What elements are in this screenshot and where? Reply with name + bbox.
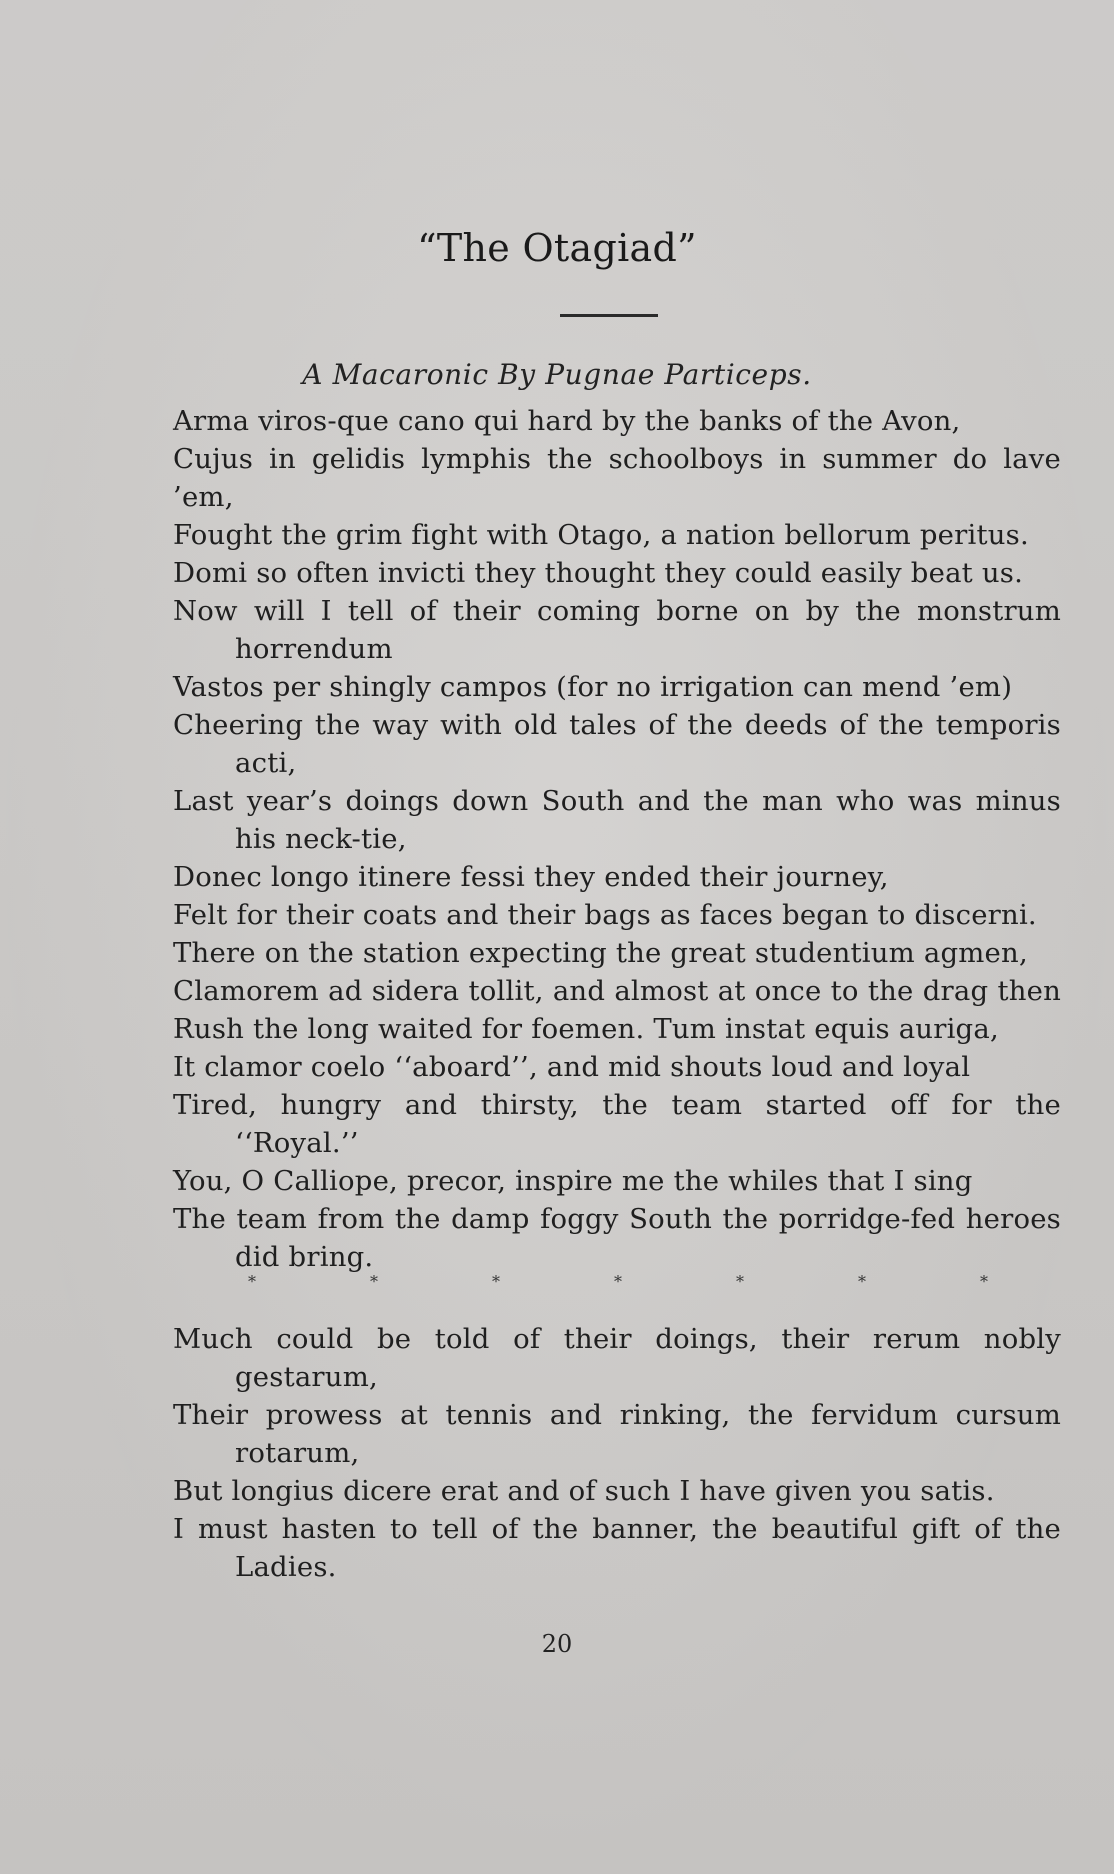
poem-line: There on the station expecting the great studentium agmen,	[173, 937, 1028, 969]
poem-line: But longius dicere erat and of such I have given you satis.	[173, 1475, 995, 1507]
poem-stanza-1	[173, 402, 1061, 1276]
poem-line-continuation: did bring.	[235, 1241, 374, 1273]
poem-line-continuation: acti,	[235, 747, 297, 779]
poem-line-continuation: rotarum,	[235, 1437, 360, 1469]
poem-line-continuation: ‘‘Royal.’’	[235, 1127, 359, 1159]
separator-asterisk: *	[614, 1272, 622, 1291]
poem-line: Arma viros-que cano qui hard by the banks of the Avon,	[173, 405, 961, 437]
separator-asterisk: *	[492, 1272, 500, 1291]
section-separator	[248, 1272, 988, 1291]
poem-line: Clamorem ad sidera tollit, and almost at once to the drag then	[173, 975, 1061, 1007]
poem-line: Their prowess at tennis and rinking, the fervidum cursum	[173, 1399, 1061, 1431]
poem-line: Tired, hungry and thirsty, the team started off for the	[173, 1089, 1061, 1121]
poem-line-continuation: gestarum,	[235, 1361, 378, 1393]
poem-line: Rush the long waited for foemen. Tum instat equis auriga,	[173, 1013, 999, 1045]
poem-line: Vastos per shingly campos (for no irrigation can mend ’em)	[173, 671, 1013, 703]
poem-line: The team from the damp foggy South the porridge-fed heroes	[173, 1203, 1061, 1235]
poem-line-continuation: horrendum	[235, 633, 393, 665]
poem-line: Much could be told of their doings, their rerum nobly	[173, 1323, 1061, 1355]
poem-line-continuation: his neck-tie,	[235, 823, 407, 855]
poem-subtitle: A Macaronic By Pugnae Particeps.	[302, 358, 812, 391]
poem-line: Fought the grim fight with Otago, a nation bellorum peritus.	[173, 519, 1029, 551]
poem-line: Last year’s doings down South and the man who was minus	[173, 785, 1061, 817]
poem-line: It clamor coelo ‘‘aboard’’, and mid shouts loud and loyal	[173, 1051, 971, 1083]
separator-asterisk: *	[736, 1272, 744, 1291]
poem-stanza-2	[173, 1320, 1061, 1586]
separator-asterisk: *	[858, 1272, 866, 1291]
poem-line: I must hasten to tell of the banner, the beautiful gift of the	[173, 1513, 1061, 1545]
page-number: 20	[541, 1630, 573, 1658]
poem-line: Now will I tell of their coming borne on by the monstrum	[173, 595, 1061, 627]
separator-asterisk: *	[980, 1272, 988, 1291]
poem-line-continuation: Ladies.	[235, 1551, 337, 1583]
poem-line: Domi so often invicti they thought they could easily beat us.	[173, 557, 1024, 589]
poem-line: Cheering the way with old tales of the deeds of the temporis	[173, 709, 1061, 741]
poem-line: Felt for their coats and their bags as faces began to discerni.	[173, 899, 1037, 931]
poem-line: You, O Calliope, precor, inspire me the whiles that I sing	[173, 1165, 973, 1197]
poem-title: “The Otagiad”	[417, 226, 697, 270]
separator-asterisk: *	[370, 1272, 378, 1291]
separator-asterisk: *	[248, 1272, 256, 1291]
poem-line: Donec longo itinere fessi they ended their journey,	[173, 861, 889, 893]
poem-line: Cujus in gelidis lymphis the schoolboys in summer do lave ’em,	[173, 443, 1061, 513]
title-rule	[560, 314, 658, 317]
